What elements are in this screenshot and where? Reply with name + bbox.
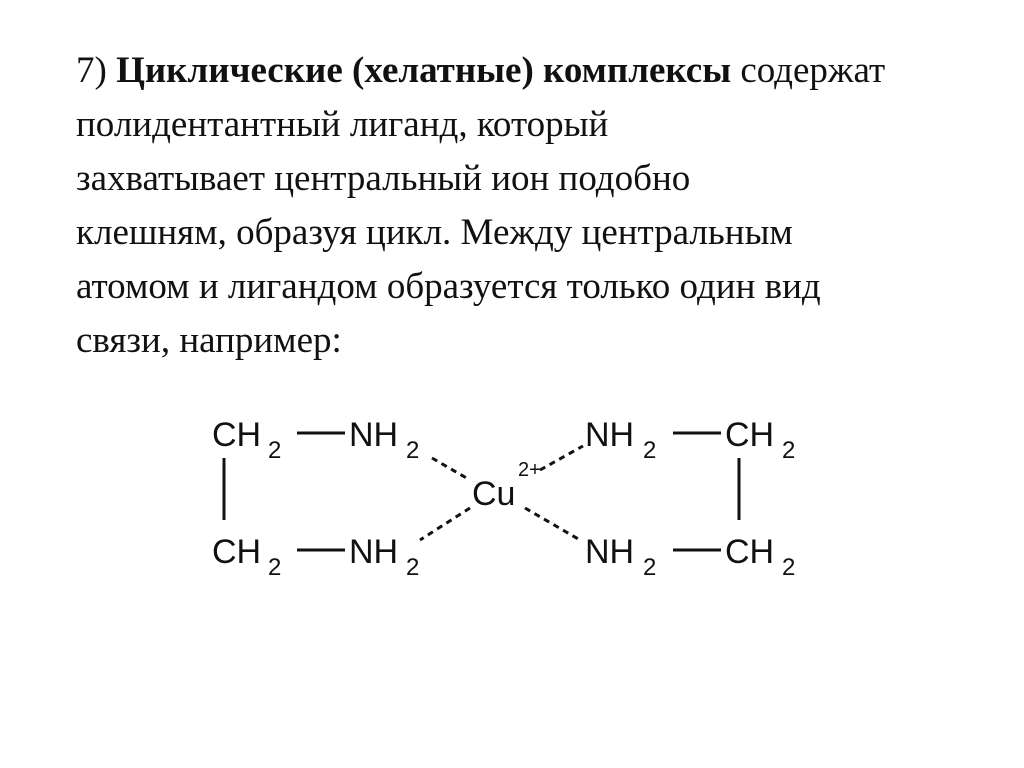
coord-bond-right-bottom <box>525 508 580 540</box>
left-top-nh-sub: 2 <box>406 437 420 464</box>
left-bottom-nh-sub: 2 <box>406 554 420 581</box>
left-top-ch-sub: 2 <box>268 437 282 464</box>
left-bottom-ch-sub: 2 <box>268 554 282 581</box>
body-line-5: связи, например: <box>76 320 342 361</box>
coord-bond-left-bottom <box>420 508 470 540</box>
slide-heading: Циклические (хелатные) комплексы <box>116 50 732 91</box>
item-number: 7) <box>76 50 117 91</box>
right-bottom-nh: NH <box>585 533 635 571</box>
coord-bond-left-top <box>432 458 470 480</box>
body-line-3: клешням, образуя цикл. Между центральным <box>76 212 793 253</box>
left-top-ch: CH <box>212 416 262 454</box>
right-bottom-ch-sub: 2 <box>782 554 796 581</box>
right-top-nh-sub: 2 <box>643 437 657 464</box>
body-line-2: захватывает центральный ион подобно <box>76 158 691 199</box>
left-bottom-ch: CH <box>212 533 262 571</box>
central-atom: Cu <box>472 475 516 513</box>
right-top-ch: CH <box>725 416 775 454</box>
central-charge: 2+ <box>518 459 541 481</box>
right-top-nh: NH <box>585 416 635 454</box>
left-top-nh: NH <box>349 416 399 454</box>
body-line-1: содержат полидентантный лиганд, который <box>76 50 886 145</box>
right-bottom-ch: CH <box>725 533 775 571</box>
body-line-4: атомом и лигандом образуется только один вид <box>76 266 821 307</box>
right-top-ch-sub: 2 <box>782 437 796 464</box>
left-bottom-nh: NH <box>349 533 399 571</box>
coord-bond-right-top <box>540 446 583 470</box>
right-bottom-nh-sub: 2 <box>643 554 657 581</box>
